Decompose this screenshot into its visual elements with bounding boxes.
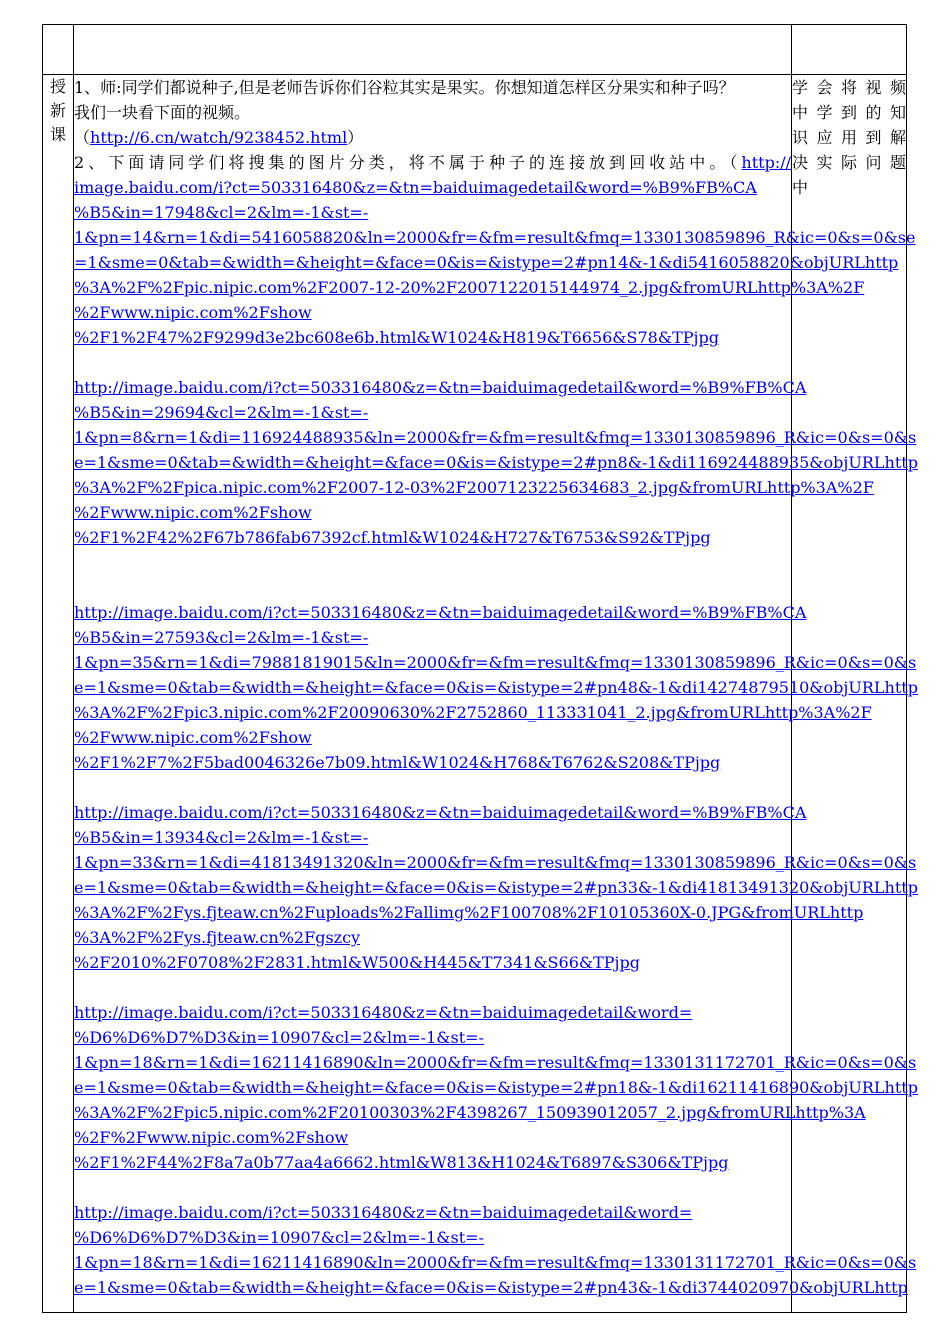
link-line: %3A%2F%2Fpic5.nipic.com%2F20100303%2F4398267_150939012057_2.jpg&fromURLhttp%3A xyxy=(74,1103,866,1122)
section-label-char: 授 xyxy=(49,77,66,96)
link-line: http://image.baidu.com/i?ct=503316480&z=&tn=baiduimagedetail&word=%B9%FB%CA xyxy=(74,803,807,822)
link-line: %B5&in=13934&cl=2&lm=-1&st=- xyxy=(74,828,369,847)
video-link[interactable]: http://6.cn/watch/9238452.html xyxy=(90,128,348,147)
link-line: %2F1%2F47%2F9299d3e2bc608e6b.html&W1024&H819&T6656&S78&TPjpg xyxy=(74,328,719,347)
task-text: 2、下面请同学们将搜集的图片分类，将不属于种子的连接放到回收站中。（ xyxy=(74,153,742,172)
header-cell-3 xyxy=(792,25,907,75)
lesson-table xyxy=(42,24,918,1313)
link-line: e=1&sme=0&tab=&width=&height=&face=0&is=&istype=2#pn8&-1&di116924488935&objURLhttp xyxy=(74,453,918,472)
link-line: 1&pn=33&rn=1&di=41813491320&ln=2000&fr=&fm=result&fmq=1330130859896_R&ic=0&s=0&s xyxy=(74,853,917,872)
objective-line: 学会将视频 xyxy=(792,78,906,97)
link-line: e=1&sme=0&tab=&width=&height=&face=0&is=&istype=2#pn48&-1&di14274879510&objURLhttp xyxy=(74,678,918,697)
link-line: %B5&in=29694&cl=2&lm=-1&st=- xyxy=(74,403,369,422)
link-line: %2F1%2F44%2F8a7a0b77aa4a6662.html&W813&H1024&T6897&S306&TPjpg xyxy=(74,1153,729,1172)
link-line: %2F1%2F7%2F5bad0046326e7b09.html&W1024&H768&T6762&S208&TPjpg xyxy=(74,753,721,772)
link-line: http://image.baidu.com/i?ct=503316480&z=&tn=baiduimagedetail&word=%B9%FB%CA xyxy=(74,603,807,622)
section-label-char: 新 xyxy=(49,101,66,120)
section-label xyxy=(43,75,74,1313)
header-row xyxy=(43,25,907,75)
link-line: 1&pn=18&rn=1&di=16211416890&ln=2000&fr=&fm=result&fmq=1330131172701_R&ic=0&s=0&s xyxy=(74,1053,917,1072)
link-line: %3A%2F%2Fpica.nipic.com%2F2007-12-03%2F2007123225634683_2.jpg&fromURLhttp%3A%2F xyxy=(74,478,874,497)
image-link-3[interactable] xyxy=(74,600,918,775)
spacer xyxy=(74,550,791,600)
link-line: 1&pn=35&rn=1&di=79881819015&ln=2000&fr=&fm=result&fmq=1330130859896_R&ic=0&s=0&s xyxy=(74,653,917,672)
teacher-intro: 1、师:同学们都说种子,但是老师告诉你们谷粒其实是果实。你想知道怎样区分果实和种子吗？ xyxy=(74,78,735,97)
link-line: %B5&in=17948&cl=2&lm=-1&st=- xyxy=(74,203,369,222)
image-link-4[interactable] xyxy=(74,800,918,975)
header-cell-2 xyxy=(74,25,792,75)
objective-line: 中学到的知 xyxy=(792,103,906,122)
link-line: e=1&sme=0&tab=&width=&height=&face=0&is=&istype=2#pn33&-1&di41813491320&objURLhttp xyxy=(74,878,918,897)
link-line: %2Fwww.nipic.com%2Fshow xyxy=(74,503,312,522)
image-link-2[interactable] xyxy=(74,375,918,550)
link-line: 1&pn=8&rn=1&di=116924488935&ln=2000&fr=&fm=result&fmq=1330130859896_R&ic=0&s=0&s xyxy=(74,428,917,447)
link-line: %2F1%2F42%2F67b786fab67392cf.html&W1024&H727&T6753&S92&TPjpg xyxy=(74,528,711,547)
teacher-intro-cont: 我们一块看下面的视频。 xyxy=(74,103,251,122)
link-line: e=1&sme=0&tab=&width=&height=&face=0&is=&istype=2#pn43&-1&di3744020970&objURLhttp xyxy=(74,1278,908,1297)
link-line: %D6%D6%D7%D3&in=10907&cl=2&lm=-1&st=- xyxy=(74,1228,484,1247)
link-line: 1&pn=18&rn=1&di=16211416890&ln=2000&fr=&fm=result&fmq=1330131172701_R&ic=0&s=0&s xyxy=(74,1253,917,1272)
link-line: http://image.baidu.com/i?ct=503316480&z=&tn=baiduimagedetail&word=%B9%FB%CA xyxy=(74,378,807,397)
link-line: %2Fwww.nipic.com%2Fshow xyxy=(74,303,312,322)
link-line: %B5&in=27593&cl=2&lm=-1&st=- xyxy=(74,628,369,647)
link-line: 1&pn=14&rn=1&di=5416058820&ln=2000&fr=&fm=result&fmq=1330130859896_R&ic=0&s=0&se xyxy=(74,228,916,247)
link-line: %2F2010%2F0708%2F2831.html&W500&H445&T7341&S66&TPjpg xyxy=(74,953,640,972)
objective-line: 决实际问题 xyxy=(792,153,906,172)
link-line: %3A%2F%2Fpic3.nipic.com%2F20090630%2F2752860_113331041_2.jpg&fromURLhttp%3A%2F xyxy=(74,703,872,722)
image-link-6[interactable] xyxy=(74,1200,917,1300)
link-line: image.baidu.com/i?ct=503316480&z=&tn=baiduimagedetail&word=%B9%FB%CA xyxy=(74,178,757,197)
spacer xyxy=(74,1175,791,1200)
objective-line: 中 xyxy=(792,178,809,197)
new-lesson-row xyxy=(43,75,907,1313)
video-line: （http://6.cn/watch/9238452.html） xyxy=(74,128,364,147)
link-line: e=1&sme=0&tab=&width=&height=&face=0&is=&istype=2#pn18&-1&di16211416890&objURLhttp xyxy=(74,1078,918,1097)
link-line: =1&sme=0&tab=&width=&height=&face=0&is=&istype=2#pn14&-1&di5416058820&objURLhttp xyxy=(74,253,899,272)
image-link-5[interactable] xyxy=(74,1000,918,1175)
link-start[interactable]: http:// xyxy=(741,153,791,172)
link-line: %3A%2F%2Fys.fjteaw.cn%2Fuploads%2Fallimg%2F100708%2F10105360X-0.JPG&fromURLhttp xyxy=(74,903,864,922)
image-link-1[interactable] xyxy=(74,175,916,350)
link-line: %3A%2F%2Fys.fjteaw.cn%2Fgszcy xyxy=(74,928,361,947)
link-line: %2Fwww.nipic.com%2Fshow xyxy=(74,728,312,747)
link-line: %3A%2F%2Fpic.nipic.com%2F2007-12-20%2F2007122015144974_2.jpg&fromURLhttp%3A%2F xyxy=(74,278,865,297)
link-line: %D6%D6%D7%D3&in=10907&cl=2&lm=-1&st=- xyxy=(74,1028,484,1047)
objective-line: 识应用到解 xyxy=(792,128,906,147)
link-line: http://image.baidu.com/i?ct=503316480&z=&tn=baiduimagedetail&word= xyxy=(74,1203,693,1222)
task-instruction xyxy=(74,150,791,175)
header-cell-1 xyxy=(43,25,74,75)
section-label-char: 课 xyxy=(49,125,66,144)
spacer xyxy=(74,350,791,375)
link-line: http://image.baidu.com/i?ct=503316480&z=&tn=baiduimagedetail&word= xyxy=(74,1003,693,1022)
spacer xyxy=(74,975,791,1000)
spacer xyxy=(74,775,791,800)
link-line: %2F%2Fwww.nipic.com%2Fshow xyxy=(74,1128,349,1147)
